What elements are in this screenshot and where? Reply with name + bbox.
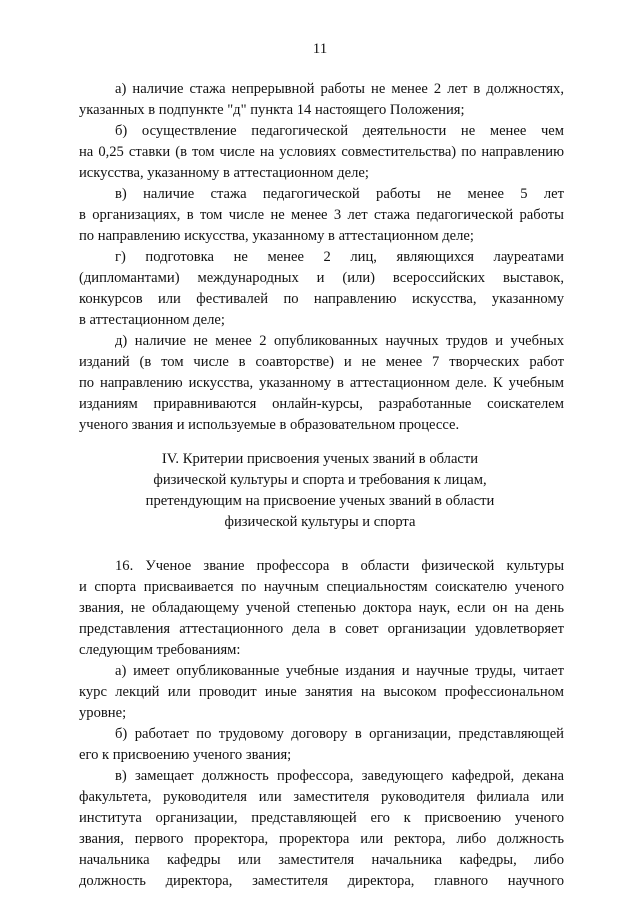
text-line: в) замещает должность профессора, заведующего кафедрой, декана (115, 768, 564, 784)
text-line: изданий (в том числе в соавторстве) и не менее 7 творческих работ (79, 354, 564, 370)
text-line: ученого звания и используемые в образовательном процессе. (79, 417, 460, 433)
text-line: звания, первого проректора, проректора или ректора, либо должность (79, 831, 564, 847)
section-heading-line: физической культуры и спорта и требования к лицам, (153, 472, 487, 488)
text-line: а) наличие стажа непрерывной работы не менее 2 лет в должностях, (115, 81, 564, 97)
text-line: в аттестационном деле; (79, 312, 225, 328)
text-line: б) осуществление педагогической деятельности не менее чем (115, 123, 564, 139)
text-line: по направлению искусства, указанному в аттестационном деле. К учебным (79, 375, 564, 391)
text-line: а) имеет опубликованные учебные издания и научные труды, читает (115, 663, 564, 679)
text-line: звания, не обладающему ученой степенью доктора наук, если он на день (79, 600, 564, 616)
page-number: 11 (312, 41, 328, 57)
text-line: следующим требованиям: (79, 642, 241, 658)
text-line: в) наличие стажа педагогической работы не менее 5 лет (115, 186, 564, 202)
text-line: курс лекций или проводит иные занятия на высоком профессиональном (79, 684, 564, 700)
text-line: института организации, представляющей его к присвоению ученого (79, 810, 564, 826)
text-line: г) подготовка не менее 2 лиц, являющихся лауреатами (115, 249, 564, 265)
section-heading-line: IV. Критерии присвоения ученых званий в области (161, 451, 479, 467)
text-line: (дипломантами) международных и (или) всероссийских выставок, (79, 270, 564, 286)
text-line: начальника кафедры или заместителя начальника кафедры, либо (79, 852, 564, 868)
text-line: и спорта присваивается по научным специальностям соискателю ученого (79, 579, 564, 595)
text-line: 16. Ученое звание профессора в области физической культуры (115, 558, 564, 574)
text-line: представления аттестационного дела в совет организации удовлетворяет (79, 621, 564, 637)
text-line: в организациях, в том числе не менее 3 лет стажа педагогической работы (79, 207, 564, 223)
section-heading-line: претендующим на присвоение ученых званий в области (145, 493, 495, 509)
text-line: факультета, руководителя или заместителя руководителя филиала или (79, 789, 564, 805)
text-line: должность директора, заместителя директора, главного научного (79, 873, 564, 889)
text-line: б) работает по трудовому договору в организации, представляющей (115, 726, 564, 742)
text-line: на 0,25 ставки (в том числе на условиях совместительства) по направлению (79, 144, 564, 160)
text-line: искусства, указанному в аттестационном деле; (79, 165, 369, 181)
text-line: по направлению искусства, указанному в аттестационном деле; (79, 228, 474, 244)
text-line: уровне; (79, 705, 127, 721)
text-line: конкурсов или фестивалей по направлению искусства, указанному (79, 291, 564, 307)
text-line: д) наличие не менее 2 опубликованных научных трудов и учебных (115, 333, 564, 349)
text-line: изданиям приравниваются онлайн-курсы, разработанные соискателем (79, 396, 564, 412)
text-line: указанных в подпункте "д" пункта 14 настоящего Положения; (79, 102, 465, 118)
text-line: его к присвоению ученого звания; (79, 747, 292, 763)
section-heading-line: физической культуры и спорта (224, 514, 416, 530)
